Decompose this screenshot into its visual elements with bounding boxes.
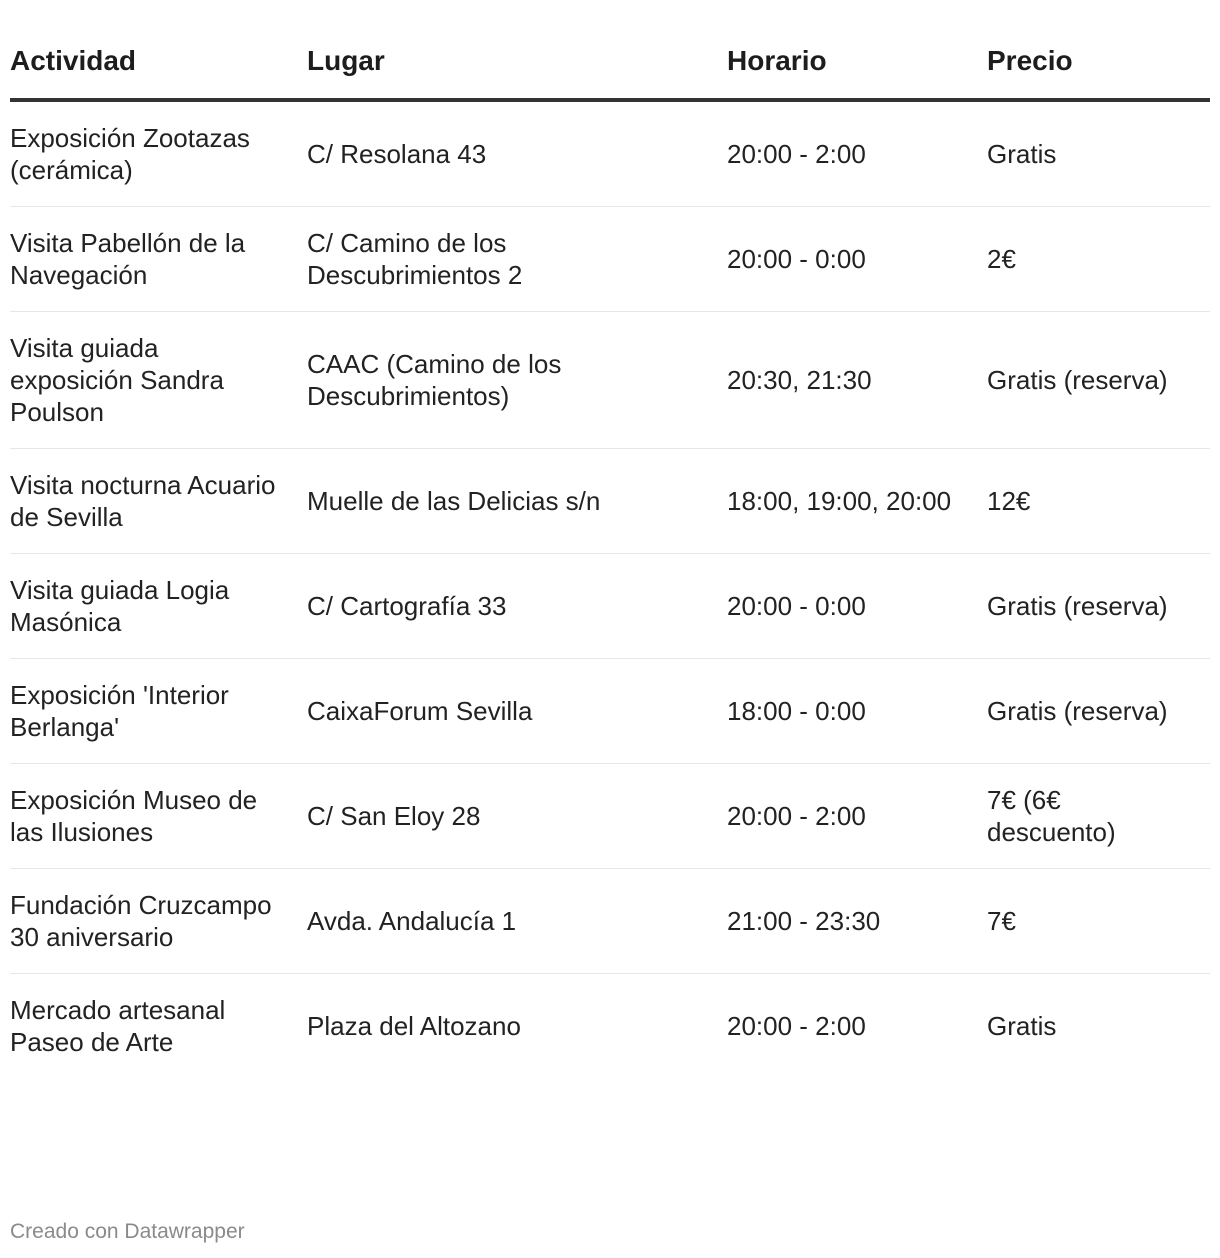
cell-lugar: C/ Camino de los Descubrimientos 2 bbox=[307, 207, 727, 312]
table-row bbox=[10, 869, 1210, 974]
cell-lugar: Plaza del Altozano bbox=[307, 1011, 521, 1041]
column-header-lugar[interactable]: Lugar bbox=[307, 36, 727, 100]
cell-horario: 20:00 - 2:00 bbox=[727, 100, 987, 207]
cell-horario: 20:30, 21:30 bbox=[727, 312, 987, 449]
cell-precio: Gratis (reserva) bbox=[987, 659, 1210, 764]
cell-horario: 18:00, 19:00, 20:00 bbox=[727, 449, 987, 554]
cell-precio: 2€ bbox=[987, 207, 1210, 312]
cell-lugar: Muelle de las Delicias s/n bbox=[307, 449, 727, 554]
table-row bbox=[10, 100, 1210, 207]
cell-actividad: Exposición Museo de las Ilusiones bbox=[10, 764, 307, 869]
cell-horario: 21:00 - 23:30 bbox=[727, 869, 987, 974]
datawrapper-credit[interactable]: Creado con Datawrapper bbox=[10, 1220, 245, 1243]
events-table bbox=[10, 36, 1210, 1078]
table-row bbox=[10, 449, 1210, 554]
cell-lugar: C/ Resolana 43 bbox=[307, 100, 727, 207]
table-body bbox=[10, 100, 1210, 1078]
cell-lugar: C/ Cartografía 33 bbox=[307, 554, 727, 659]
table-row bbox=[10, 312, 1210, 449]
cell-lugar: C/ San Eloy 28 bbox=[307, 764, 727, 869]
cell-precio: Gratis bbox=[987, 1011, 1057, 1041]
events-table-container bbox=[10, 36, 1210, 1078]
table-row bbox=[10, 554, 1210, 659]
cell-precio: Gratis (reserva) bbox=[987, 554, 1210, 659]
table-row bbox=[10, 207, 1210, 312]
column-header-actividad[interactable]: Actividad bbox=[10, 36, 307, 100]
table-row bbox=[10, 974, 1210, 1079]
cell-actividad: Exposición 'Interior Berlanga' bbox=[10, 659, 307, 764]
cell-precio: Gratis bbox=[987, 100, 1210, 207]
cell-precio: Gratis (reserva) bbox=[987, 312, 1210, 449]
cell-actividad: Mercado artesanal Paseo de Arte bbox=[10, 995, 226, 1057]
header-row bbox=[10, 36, 1210, 100]
column-header-horario[interactable]: Horario bbox=[727, 36, 987, 100]
cell-precio: 7€ (6€ descuento) bbox=[987, 764, 1210, 869]
table-row bbox=[10, 764, 1210, 869]
cell-actividad: Visita guiada Logia Masónica bbox=[10, 554, 307, 659]
cell-lugar: Avda. Andalucía 1 bbox=[307, 869, 727, 974]
cell-precio: 12€ bbox=[987, 449, 1210, 554]
cell-horario: 18:00 - 0:00 bbox=[727, 659, 987, 764]
cell-lugar: CaixaForum Sevilla bbox=[307, 659, 727, 764]
table-header bbox=[10, 36, 1210, 100]
cell-precio: 7€ bbox=[987, 869, 1210, 974]
cell-horario: 20:00 - 2:00 bbox=[727, 1011, 866, 1041]
cell-lugar: CAAC (Camino de los Descubrimientos) bbox=[307, 312, 727, 449]
cell-actividad: Visita Pabellón de la Navegación bbox=[10, 207, 307, 312]
cell-horario: 20:00 - 2:00 bbox=[727, 764, 987, 869]
cell-actividad: Visita nocturna Acuario de Sevilla bbox=[10, 449, 307, 554]
cell-horario: 20:00 - 0:00 bbox=[727, 554, 987, 659]
column-header-precio[interactable]: Precio bbox=[987, 36, 1210, 100]
cell-horario: 20:00 - 0:00 bbox=[727, 207, 987, 312]
cell-actividad: Fundación Cruzcampo 30 aniversario bbox=[10, 869, 307, 974]
table-row bbox=[10, 659, 1210, 764]
cell-actividad: Visita guiada exposición Sandra Poulson bbox=[10, 312, 307, 449]
cell-actividad: Exposición Zootazas (cerámica) bbox=[10, 100, 307, 207]
